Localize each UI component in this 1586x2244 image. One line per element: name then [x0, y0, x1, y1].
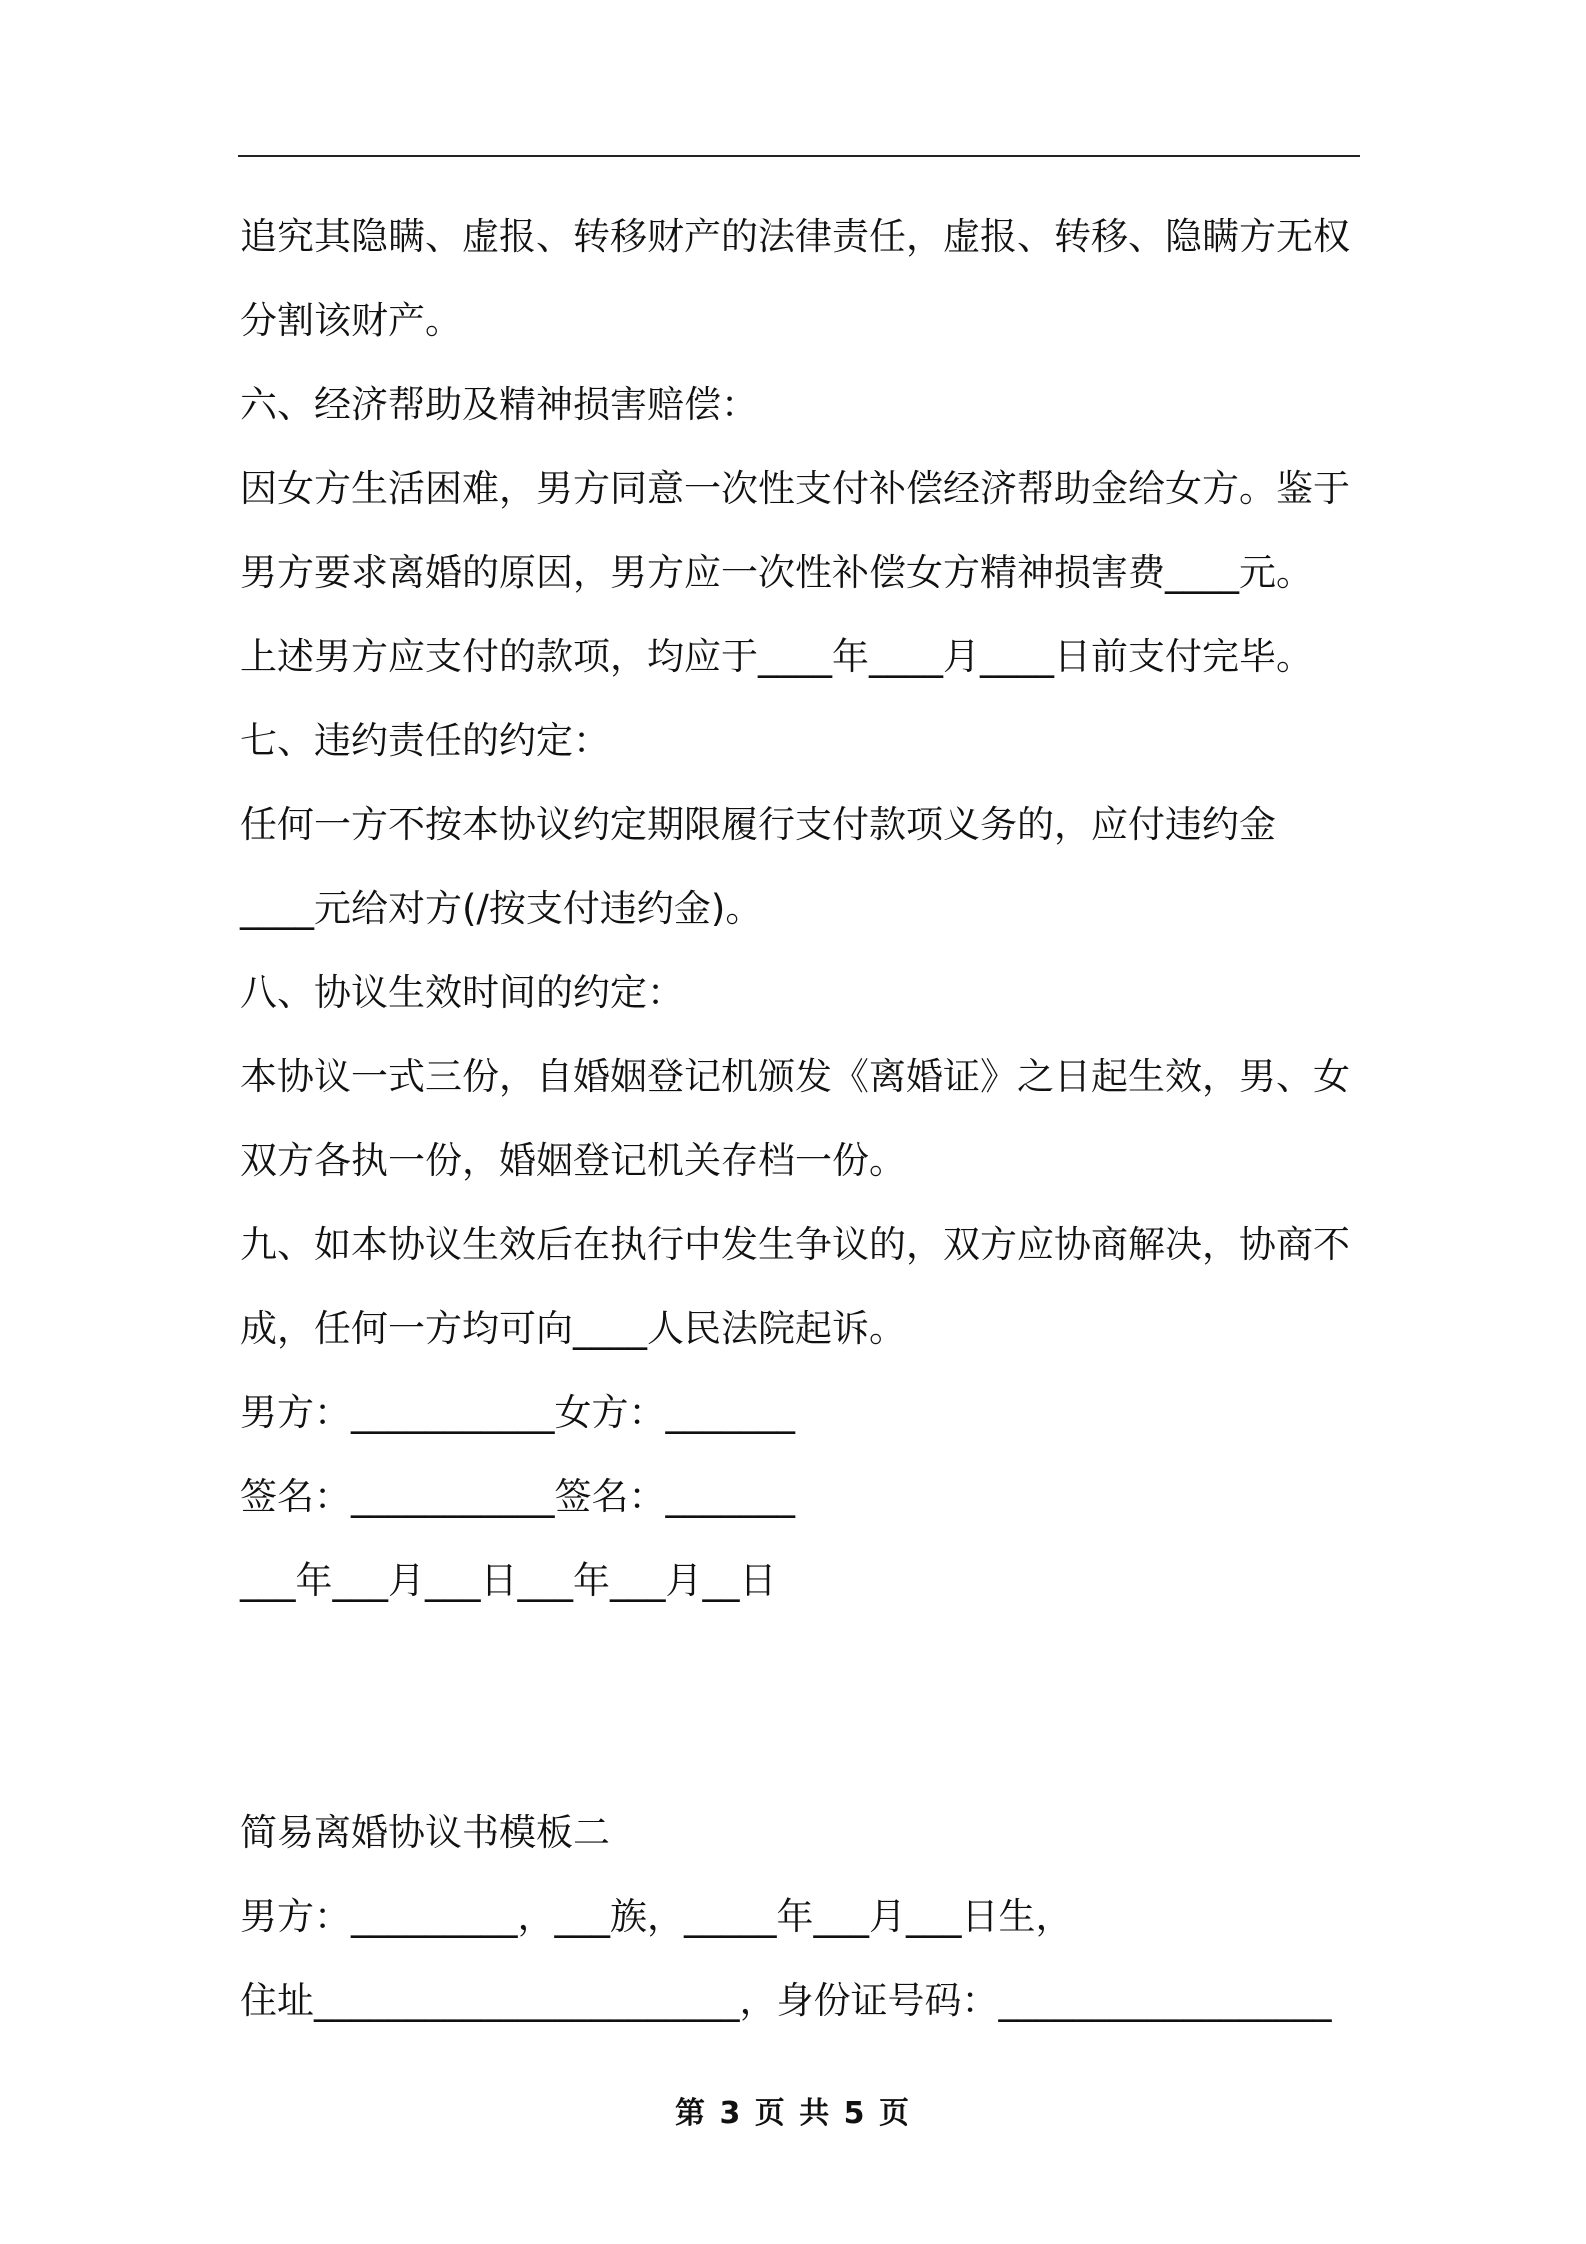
text-line: 双方各执一份，婚姻登记机关存档一份。	[240, 1139, 906, 1182]
signature-line: 签名：___________签名：_______	[240, 1475, 795, 1518]
template-two-male-line: 男方：_________，___族，_____年___月___日生，	[240, 1895, 1073, 1938]
text-line: 因女方生活困难，男方同意一次性支付补偿经济帮助金给女方。鉴于	[240, 467, 1350, 510]
text-line: 追究其隐瞒、虚报、转移财产的法律责任，虚报、转移、隐瞒方无权	[240, 215, 1350, 258]
text-line: 分割该财产。	[240, 299, 462, 342]
section-heading-nine: 九、如本协议生效后在执行中发生争议的，双方应协商解决，协商不	[240, 1223, 1350, 1266]
section-heading-seven: 七、违约责任的约定：	[240, 719, 610, 762]
template-two-title: 简易离婚协议书模板二	[240, 1811, 610, 1854]
section-gap	[240, 1623, 1370, 1791]
text-line: 本协议一式三份，自婚姻登记机颁发《离婚证》之日起生效，男、女	[240, 1055, 1350, 1098]
section-heading-eight: 八、协议生效时间的约定：	[240, 971, 684, 1014]
section-heading-six: 六、经济帮助及精神损害赔偿：	[240, 383, 758, 426]
text-line: 成，任何一方均可向____人民法院起诉。	[240, 1307, 906, 1350]
text-line: 男方要求离婚的原因，男方应一次性补偿女方精神损害费____元。	[240, 551, 1313, 594]
text-line: 上述男方应支付的款项，均应于____年____月____日前支付完毕。	[240, 635, 1313, 678]
party-names-line: 男方：___________女方：_______	[240, 1391, 795, 1434]
template-two-address-line: 住址_______________________，身份证号码：__________________	[240, 1979, 1332, 2022]
page-indicator: 第 3 页 共 5 页	[675, 2096, 911, 2131]
text-line: ____元给对方(/按支付违约金)。	[240, 887, 763, 930]
header-rule	[238, 155, 1360, 157]
date-line: ___年___月___日___年___月__日	[240, 1559, 777, 1602]
document-body	[240, 195, 1370, 2043]
text-line: 任何一方不按本协议约定期限履行支付款项义务的，应付违约金	[240, 803, 1276, 846]
